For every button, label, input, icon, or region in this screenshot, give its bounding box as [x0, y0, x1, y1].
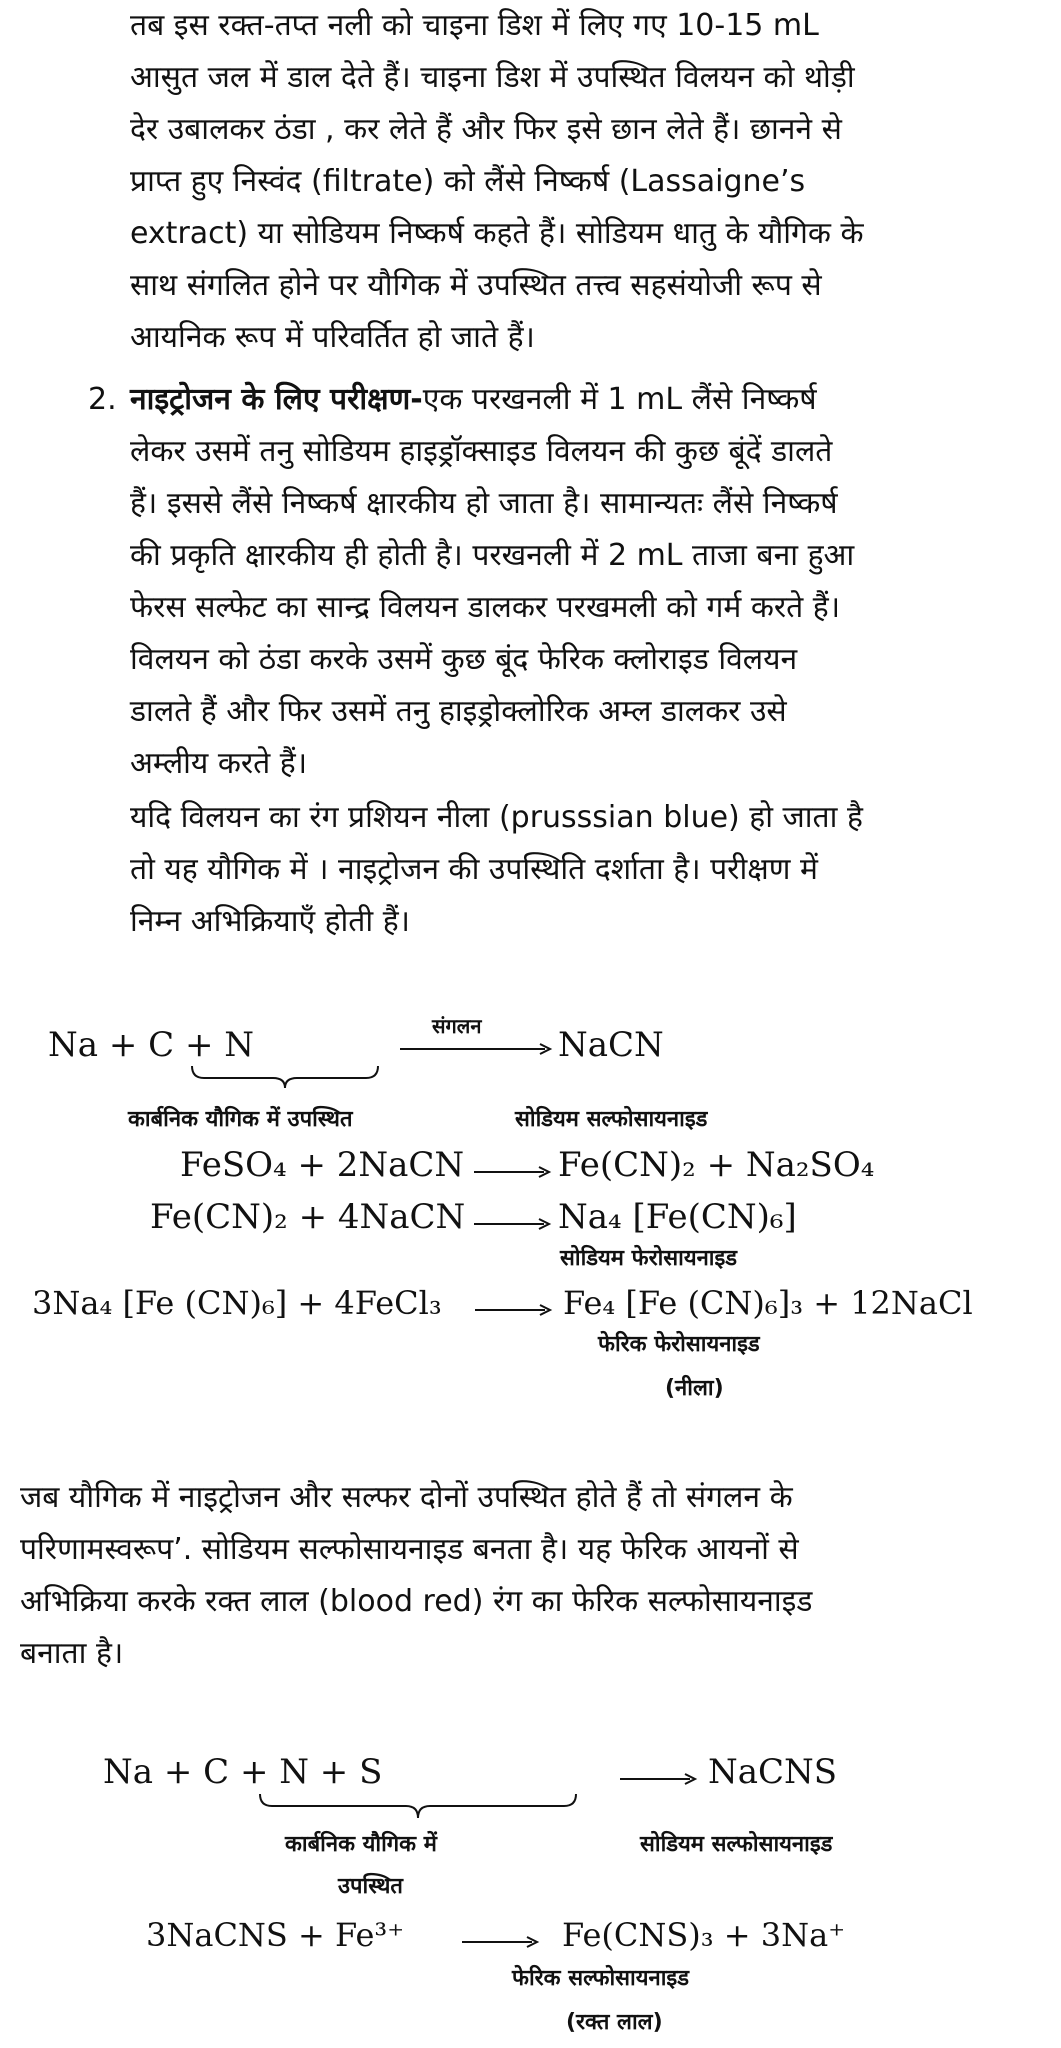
reactant-label: कार्बनिक यौगिक में: [285, 1832, 437, 1857]
reaction-3-reactants: Fe(CN)₂ + 4NaCN: [150, 1197, 466, 1237]
text-line: यदि विलयन का रंग प्रशियन नीला (prusssian blue) हो जाता है: [130, 800, 863, 835]
reaction-6-reactants: 3NaCNS + Fe³⁺: [146, 1916, 405, 1954]
reaction-arrow: [400, 1042, 555, 1056]
paragraph-lassaigne-extract: [130, 0, 864, 364]
text-line: विलयन को ठंडा करके उसमें कुछ बूंद फेरिक क्लोराइड विलयन: [130, 642, 798, 677]
reaction-arrow: [474, 1165, 554, 1179]
text-line: निम्न अभिक्रियाएँ होती हैं।: [130, 904, 411, 939]
reaction-6-products: Fe(CNS)₃ + 3Na⁺: [562, 1916, 846, 1954]
text-line: साथ संगलित होने पर यौगिक में उपस्थित तत्त्व सहसंयोजी रूप से: [130, 268, 822, 303]
color-label-blood-red: (रक्त लाल): [566, 2010, 663, 2035]
product-label: सोडियम फेरोसायनाइड: [560, 1246, 738, 1271]
text-line: [130, 374, 854, 426]
text-line: extract) या सोडियम निष्कर्ष कहते हैं। सोडियम धातु के यौगिक के: [130, 216, 864, 251]
product-label: सोडियम सल्फोसायनाइड: [515, 1107, 708, 1132]
reaction-5-reactants: Na + C + N + S: [103, 1752, 383, 1792]
text-line: प्राप्त हुए निस्वंद (filtrate) को लैंसे निष्कर्ष (Lassaigne’s: [130, 164, 806, 199]
reaction-2-reactants: FeSO₄ + 2NaCN: [180, 1145, 465, 1185]
reaction-arrow: [462, 1935, 542, 1949]
reactant-label: उपस्थित: [338, 1874, 403, 1899]
paragraph-result: [130, 792, 863, 948]
reaction-5-product: NaCNS: [708, 1752, 838, 1792]
arrow-label-fusion: संगलन: [432, 1014, 482, 1038]
paragraph-nitrogen-test: [130, 374, 854, 790]
reaction-1-reactants: Na + C + N: [48, 1025, 254, 1065]
reaction-3-product: Na₄ [Fe(CN)₆]: [558, 1197, 797, 1237]
reactant-label: कार्बनिक यौगिक में उपस्थित: [128, 1107, 353, 1132]
text-line: फेरस सल्फेट का सान्द्र विलयन डालकर परखमली को गर्म करते हैं।: [130, 590, 841, 625]
text-line: लेकर उसमें तनु सोडियम हाइड्रॉक्साइड विलयन की कुछ बूंदें डालते: [130, 434, 833, 469]
text-line: बनाता है।: [20, 1636, 124, 1671]
reaction-arrow: [620, 1772, 700, 1786]
underbrace: [258, 1792, 578, 1820]
list-number: 2.: [88, 382, 117, 417]
text-line: अम्लीय करते हैं।: [130, 746, 308, 781]
text-line: परिणामस्वरूप’. सोडियम सल्फोसायनाइड बनता है। यह फेरिक आयनों से: [20, 1532, 799, 1567]
text-line: आयनिक रूप में परिवर्तित हो जाते हैं।: [130, 320, 535, 355]
product-label: फेरिक फेरोसायनाइड: [598, 1332, 760, 1357]
reaction-arrow: [474, 1217, 554, 1231]
text-line: तो यह यौगिक में । नाइट्रोजन की उपस्थिति दर्शाता है। परीक्षण में: [130, 852, 818, 887]
paragraph-nitrogen-sulphur: [20, 1472, 812, 1680]
text-span: एक परखनली में 1 mL लैंसे निष्कर्ष: [422, 382, 817, 417]
reaction-2-products: Fe(CN)₂ + Na₂SO₄: [558, 1145, 875, 1185]
text-line: देर उबालकर ठंडा , कर लेते हैं और फिर इसे छान लेते हैं। छानने से: [130, 112, 842, 147]
underbrace: [190, 1064, 380, 1090]
text-line: डालते हैं और फिर उसमें तनु हाइड्रोक्लोरिक अम्ल डालकर उसे: [130, 694, 787, 729]
section-heading: नाइट्रोजन के लिए परीक्षण-: [130, 382, 423, 417]
reaction-4-products: Fe₄ [Fe (CN)₆]₃ + 12NaCl: [563, 1284, 973, 1322]
reaction-4-reactants: 3Na₄ [Fe (CN)₆] + 4FeCl₃: [32, 1284, 442, 1322]
reaction-arrow: [475, 1303, 555, 1317]
text-line: हैं। इससे लैंसे निष्कर्ष क्षारकीय हो जाता है। सामान्यतः लैंसे निष्कर्ष: [130, 486, 838, 521]
text-line: जब यौगिक में नाइट्रोजन और सल्फर दोनों उपस्थित होते हैं तो संगलन के: [20, 1480, 793, 1515]
product-label: फेरिक सल्फोसायनाइड: [512, 1966, 689, 1991]
text-line: तब इस रक्त-तप्त नली को चाइना डिश में लिए गए 10-15 mL: [130, 8, 819, 43]
text-line: की प्रकृति क्षारकीय ही होती है। परखनली में 2 mL ताजा बना हुआ: [130, 538, 855, 573]
color-label-blue: (नीला): [665, 1376, 724, 1401]
product-label: सोडियम सल्फोसायनाइड: [640, 1832, 833, 1857]
reaction-1-product: NaCN: [558, 1025, 664, 1065]
text-line: अभिक्रिया करके रक्त लाल (blood red) रंग का फेरिक सल्फोसायनाइड: [20, 1584, 813, 1619]
text-line: आसुत जल में डाल देते हैं। चाइना डिश में उपस्थित विलयन को थोड़ी: [130, 60, 855, 95]
